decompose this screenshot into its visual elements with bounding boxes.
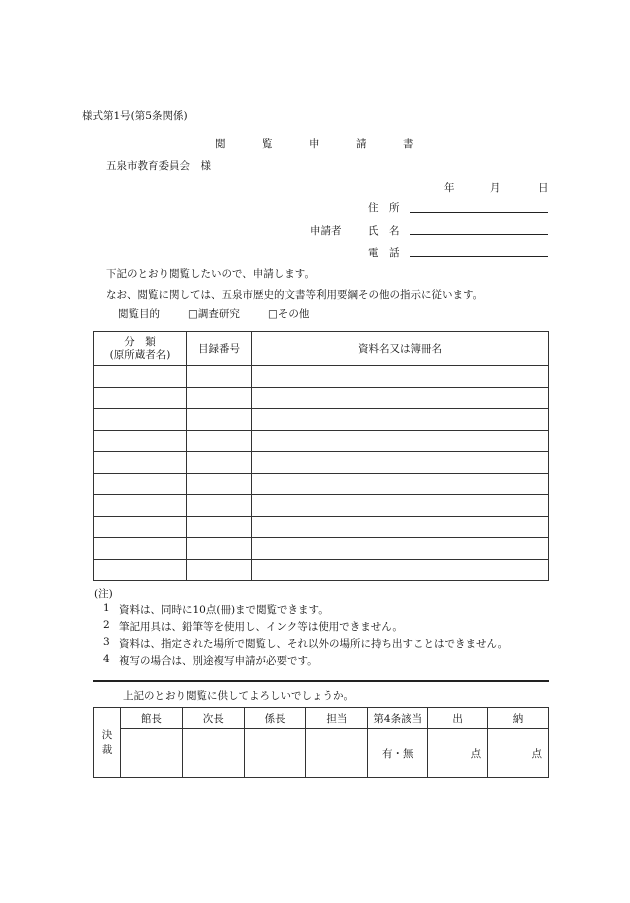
header-category-line1: 分 類 bbox=[124, 335, 156, 348]
header-staff: 担当 bbox=[306, 708, 368, 729]
category-cell[interactable] bbox=[94, 559, 187, 581]
note-number: 1 bbox=[103, 602, 110, 614]
date-month: 月 bbox=[490, 182, 501, 194]
section-divider bbox=[93, 680, 549, 682]
out-count[interactable]: 点 bbox=[428, 729, 488, 778]
category-cell[interactable] bbox=[94, 473, 187, 495]
catalog-number-cell[interactable] bbox=[187, 452, 252, 474]
header-chief: 係長 bbox=[244, 708, 306, 729]
note-text: 資料は、同時に10点(冊)まで閲覧できます。 bbox=[119, 604, 329, 616]
addressee: 五泉市教育委員会 様 bbox=[106, 160, 211, 172]
header-deputy: 次長 bbox=[182, 708, 244, 729]
material-title-cell[interactable] bbox=[252, 538, 549, 560]
decision-label bbox=[94, 708, 121, 778]
title-char: 閲 bbox=[215, 138, 226, 150]
address-field[interactable] bbox=[410, 212, 548, 213]
category-cell[interactable] bbox=[94, 495, 187, 517]
table-row bbox=[94, 516, 549, 538]
table-row bbox=[94, 473, 549, 495]
title-char: 請 bbox=[356, 138, 367, 150]
purpose-other-checkbox[interactable]: □その他 bbox=[268, 308, 310, 320]
material-title-cell[interactable] bbox=[252, 559, 549, 581]
catalog-number-cell[interactable] bbox=[187, 430, 252, 452]
material-title-cell[interactable] bbox=[252, 452, 549, 474]
material-title-cell[interactable] bbox=[252, 473, 549, 495]
catalog-number-cell[interactable] bbox=[187, 538, 252, 560]
header-category-line2: (原所蔵者名) bbox=[109, 348, 171, 361]
material-title-cell[interactable] bbox=[252, 516, 549, 538]
table-row bbox=[94, 452, 549, 474]
statement-request: 下記のとおり閲覧したいので、申請します。 bbox=[106, 268, 315, 280]
name-label: 氏 名 bbox=[368, 225, 400, 237]
header-category bbox=[94, 332, 187, 366]
notes-heading: (注) bbox=[94, 588, 113, 600]
title-char: 申 bbox=[309, 138, 320, 150]
name-field[interactable] bbox=[410, 234, 548, 235]
in-count[interactable]: 点 bbox=[488, 729, 549, 778]
statement-compliance: なお、閲覧に関しては、五泉市歴史的文書等利用要綱その他の指示に従います。 bbox=[106, 289, 484, 301]
category-cell[interactable] bbox=[94, 452, 187, 474]
material-title-cell[interactable] bbox=[252, 430, 549, 452]
category-cell[interactable] bbox=[94, 409, 187, 431]
phone-field[interactable] bbox=[410, 256, 548, 257]
material-title-cell[interactable] bbox=[252, 495, 549, 517]
page-title bbox=[215, 136, 450, 151]
category-cell[interactable] bbox=[94, 538, 187, 560]
note-number: 2 bbox=[103, 619, 110, 631]
approval-table bbox=[93, 707, 549, 778]
catalog-number-cell[interactable] bbox=[187, 387, 252, 409]
catalog-number-cell[interactable] bbox=[187, 495, 252, 517]
materials-table bbox=[93, 331, 549, 581]
decision-char: 裁 bbox=[101, 743, 113, 756]
form-number: 様式第1号(第5条関係) bbox=[82, 110, 188, 122]
category-cell[interactable] bbox=[94, 366, 187, 388]
header-out: 出 bbox=[428, 708, 488, 729]
stamp-director[interactable] bbox=[120, 729, 182, 778]
header-catalog-number: 目録番号 bbox=[187, 332, 252, 366]
decision-char: 決 bbox=[101, 728, 113, 741]
note-number: 3 bbox=[103, 636, 110, 648]
approval-question: 上記のとおり閲覧に供してよろしいでしょうか。 bbox=[123, 690, 354, 702]
purpose-label: 閲覧目的 bbox=[118, 308, 160, 320]
phone-label: 電 話 bbox=[368, 247, 400, 259]
table-header-row bbox=[94, 332, 549, 366]
catalog-number-cell[interactable] bbox=[187, 516, 252, 538]
category-cell[interactable] bbox=[94, 387, 187, 409]
header-article4: 第4条該当 bbox=[368, 708, 428, 729]
table-row bbox=[94, 409, 549, 431]
applicant-label: 申請者 bbox=[310, 225, 342, 237]
table-row bbox=[94, 559, 549, 581]
category-cell[interactable] bbox=[94, 430, 187, 452]
header-in: 納 bbox=[488, 708, 549, 729]
title-char: 書 bbox=[403, 138, 414, 150]
title-char: 覧 bbox=[262, 138, 273, 150]
header-director: 館長 bbox=[120, 708, 182, 729]
stamp-chief[interactable] bbox=[244, 729, 306, 778]
stamp-staff[interactable] bbox=[306, 729, 368, 778]
material-title-cell[interactable] bbox=[252, 409, 549, 431]
address-label: 住 所 bbox=[368, 202, 400, 214]
table-row bbox=[94, 430, 549, 452]
table-row bbox=[94, 366, 549, 388]
note-text: 資料は、指定された場所で閲覧し、それ以外の場所に持ち出すことはできません。 bbox=[119, 638, 509, 650]
catalog-number-cell[interactable] bbox=[187, 409, 252, 431]
article4-value[interactable]: 有・無 bbox=[368, 729, 428, 778]
header-material-title: 資料名又は簿冊名 bbox=[252, 332, 549, 366]
date-day: 日 bbox=[538, 182, 549, 194]
stamp-deputy[interactable] bbox=[182, 729, 244, 778]
table-row bbox=[94, 387, 549, 409]
catalog-number-cell[interactable] bbox=[187, 559, 252, 581]
catalog-number-cell[interactable] bbox=[187, 366, 252, 388]
table-row bbox=[94, 495, 549, 517]
table-row bbox=[94, 538, 549, 560]
material-title-cell[interactable] bbox=[252, 387, 549, 409]
note-text: 筆記用具は、鉛筆等を使用し、インク等は使用できません。 bbox=[119, 621, 403, 633]
category-cell[interactable] bbox=[94, 516, 187, 538]
material-title-cell[interactable] bbox=[252, 366, 549, 388]
note-text: 複写の場合は、別途複写申請が必要です。 bbox=[119, 655, 318, 667]
catalog-number-cell[interactable] bbox=[187, 473, 252, 495]
purpose-research-checkbox[interactable]: □調査研究 bbox=[188, 308, 240, 320]
date-year: 年 bbox=[444, 182, 455, 194]
note-number: 4 bbox=[103, 653, 110, 665]
